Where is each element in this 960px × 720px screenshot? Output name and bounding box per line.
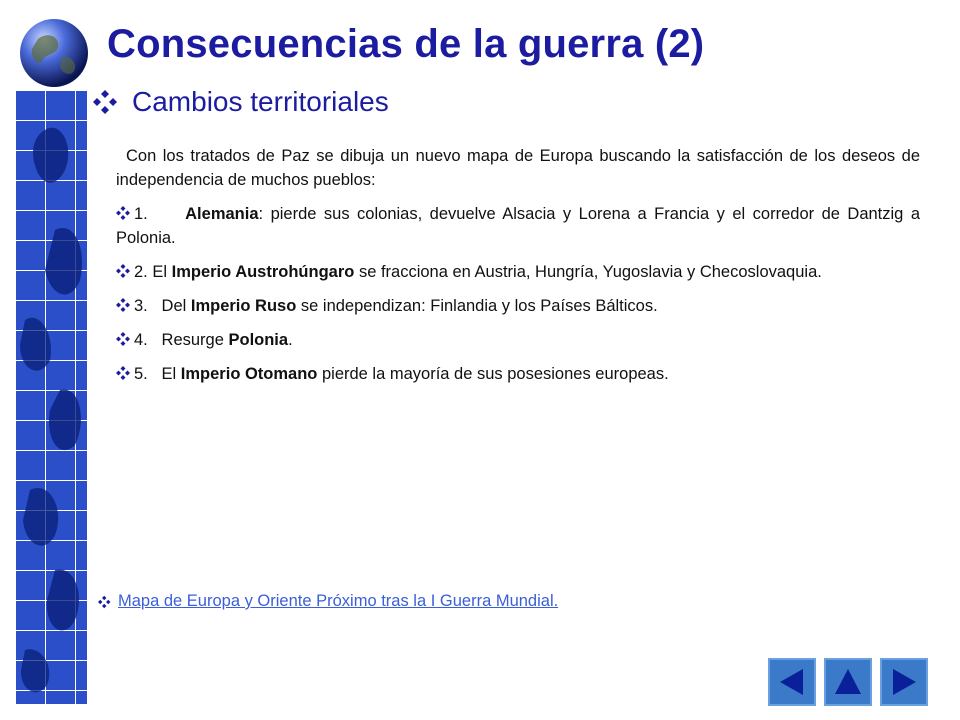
item-pre: Resurge [161,331,229,349]
map-link-row [98,592,558,611]
diamond-bullet-icon [116,332,134,346]
previous-button[interactable] [768,658,816,706]
content-body [116,144,920,396]
item-strong: Imperio Austrohúngaro [171,263,355,281]
item-number: 4. [134,331,148,349]
previous-icon [777,667,807,697]
globe-icon [18,17,90,89]
list-item [116,202,920,250]
item-pre: El [161,365,181,383]
item-text: pierde la mayoría de sus posesiones europeas. [317,365,669,383]
section-heading-label: Cambios territoriales [132,86,389,117]
next-icon [889,667,919,697]
diamond-bullet-icon [92,89,118,115]
item-number: 1. [134,205,148,223]
decorative-map-strip [15,90,87,704]
diamond-bullet-icon [116,298,134,312]
diamond-bullet-icon [98,595,114,609]
diamond-bullet-icon [116,264,134,278]
section-heading [92,86,389,118]
map-strip-shapes [15,90,87,704]
page-title: Consecuencias de la guerra (2) [107,22,705,66]
list-item [116,362,920,386]
item-number: 3. [134,297,148,315]
diamond-bullet-icon [116,206,134,220]
map-link[interactable]: Mapa de Europa y Oriente Próximo tras la I Guerra Mundial. [118,592,559,610]
item-strong: Alemania [185,205,259,223]
item-text: se fracciona en Austria, Hungría, Yugoslavia y Checoslovaquia. [354,263,822,281]
item-number: 2. [134,263,148,281]
next-button[interactable] [880,658,928,706]
item-pre: El [152,263,172,281]
list-item [116,260,920,284]
home-icon [833,667,863,697]
item-pre: Del [161,297,191,315]
list-item [116,328,920,352]
intro-paragraph: Con los tratados de Paz se dibuja un nuevo mapa de Europa buscando la satisfacción de los deseos de independencia de muchos pueblos: [116,147,920,189]
item-text: . [288,331,293,349]
item-text: se independizan: Finlandia y los Países Bálticos. [296,297,658,315]
list-item [116,294,920,318]
diamond-bullet-icon [116,366,134,380]
item-strong: Imperio Otomano [180,365,318,383]
home-button[interactable] [824,658,872,706]
item-text: : pierde sus colonias, devuelve Alsacia y Lorena a Francia y el corredor de Dantzig a Polonia. [116,205,921,247]
item-strong: Imperio Ruso [190,297,297,315]
slide-navigation [768,658,928,706]
item-strong: Polonia [228,331,289,349]
item-number: 5. [134,365,148,383]
